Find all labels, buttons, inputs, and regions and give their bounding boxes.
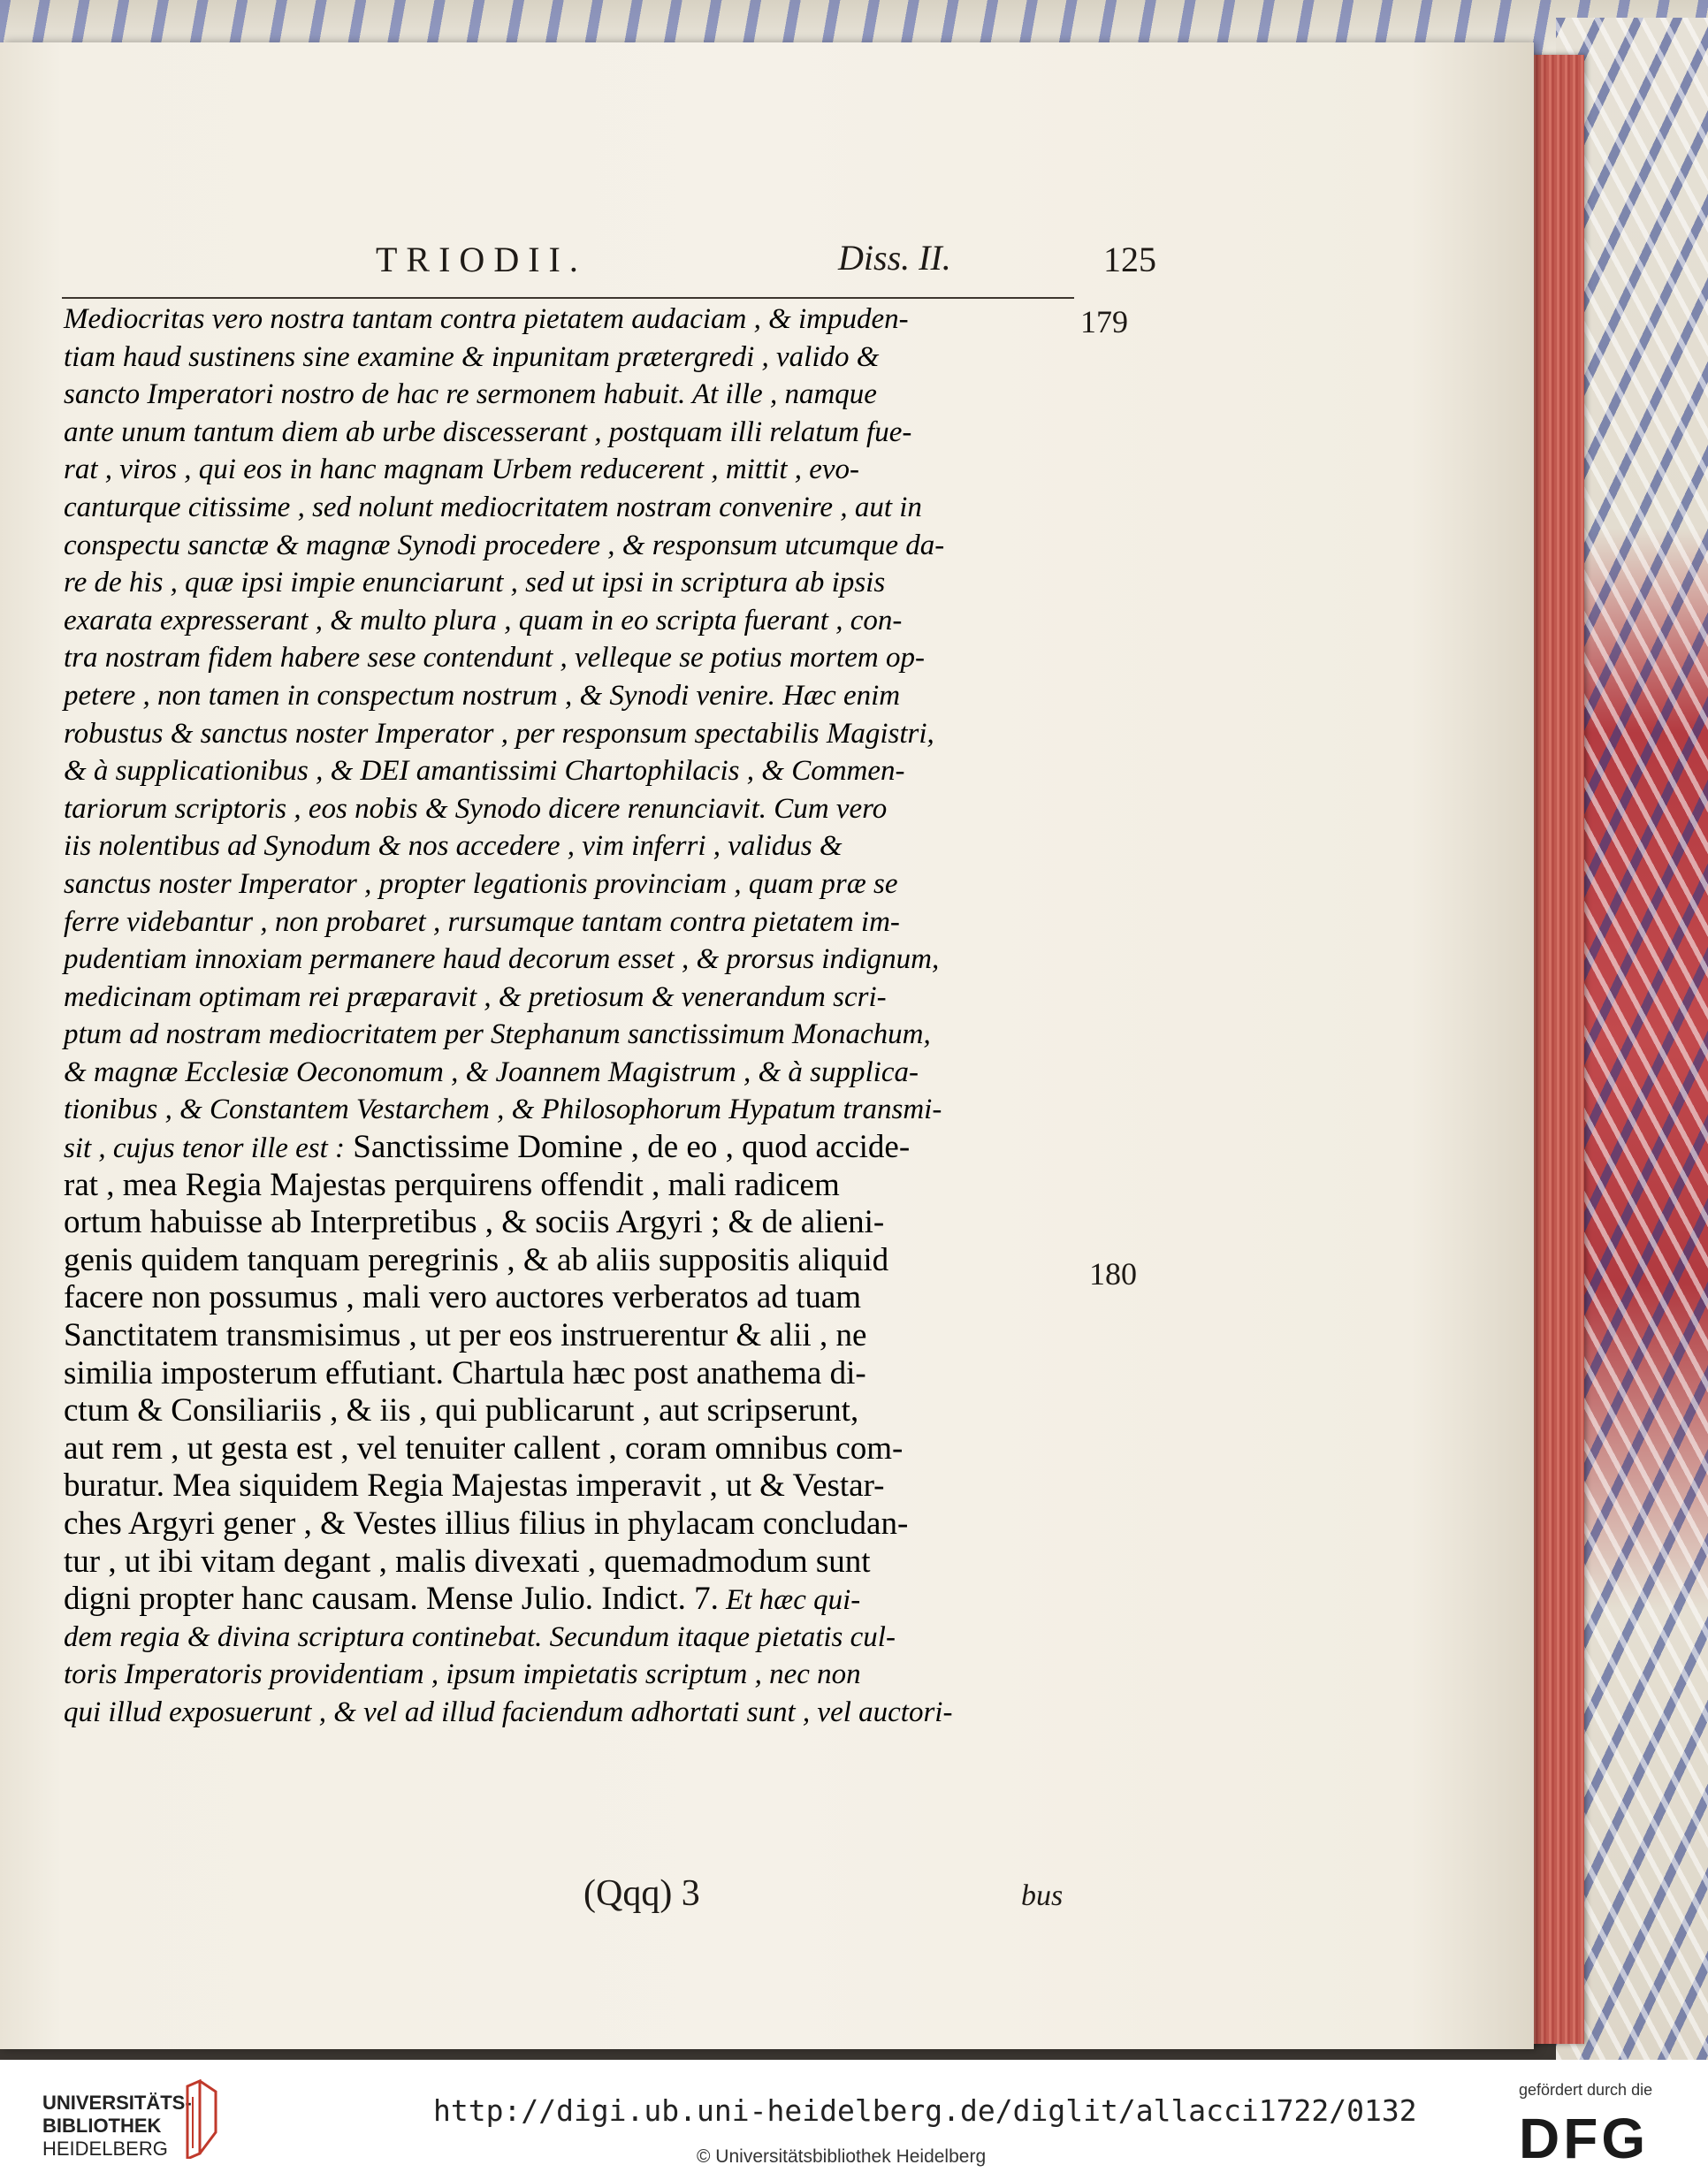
text-line: dem regia & divina scriptura continebat. Secundum itaque pietatis cul- xyxy=(64,1620,896,1653)
roman-segment: Sanctissime Domine , de eo , quod accide- xyxy=(345,1129,911,1166)
signature-mark: (Qqq) 3 xyxy=(583,1873,700,1914)
text-line: & à supplicationibus , & DEI amantissimi Chartophilacis , & Commen- xyxy=(64,755,905,788)
page-number: 125 xyxy=(1103,240,1156,279)
text-line: iis nolentibus ad Synodum & nos accedere , vim inferri , validus & xyxy=(64,830,843,863)
text-line: conspectu sanctæ & magnæ Synodi procedere , & responsum utcumque da- xyxy=(64,529,945,561)
text-line: tariorum scriptoris , eos nobis & Synodo dicere renunciavit. Cum vero xyxy=(64,792,888,825)
library-logo-icon xyxy=(184,2079,219,2159)
text-line: exarata expresserant , & multo plura , quam in eo scripta fuerant , con- xyxy=(64,604,903,636)
text-line: qui illud exposuerunt , & vel ad illud faciendum adhortati sunt , vel auctori- xyxy=(64,1696,953,1728)
text-line: petere , non tamen in conspectum nostrum , & Synodi venire. Hæc enim xyxy=(64,679,901,712)
header-rule xyxy=(62,297,1074,299)
text-line: tra nostram fidem habere sese contendunt , velleque se potius mortem op- xyxy=(64,642,925,675)
margin-number: 179 xyxy=(1080,304,1128,339)
text-line: Sanctitatem transmisimus , ut per eos instruerentur & alii , ne xyxy=(64,1317,867,1354)
library-name-line: BIBLIOTHEK xyxy=(42,2115,162,2137)
copyright-notice: © Universitätsbibliothek Heidelberg xyxy=(697,2146,987,2167)
text-line: canturque citissime , sed nolunt mediocritatem nostram convenire , aut in xyxy=(64,491,922,523)
text-line: genis quidem tanquam peregrinis , & ab aliis suppositis aliquid xyxy=(64,1241,889,1278)
text-line xyxy=(64,1581,1089,1619)
text-line: robustus & sanctus noster Imperator , per responsum spectabilis Magistri, xyxy=(64,717,934,750)
text-line: medicinam optimam rei præparavit , & pretiosum & venerandum scri- xyxy=(64,980,887,1013)
text-line: ante unum tantum diem ab urbe discesserant , postquam illi relatum fue- xyxy=(64,415,912,448)
text-line: re de his , quæ ipsi impie enunciarunt , sed ut ipsi in scriptura ab ipsis xyxy=(64,567,886,599)
library-name-line: HEIDELBERG xyxy=(42,2138,168,2160)
italic-segment: sit , cujus tenor ille est : xyxy=(64,1132,346,1165)
text-line: rat , mea Regia Majestas perquirens offendit , mali radicem xyxy=(64,1166,840,1203)
body-text xyxy=(64,301,1089,1732)
catchword: bus xyxy=(1021,1879,1064,1912)
text-line: ortum habuisse ab Interpretibus , & sociis Argyri ; & de alieni- xyxy=(64,1204,885,1241)
text-line: aut rem , ut gesta est , vel tenuiter callent , coram omnibus com- xyxy=(64,1429,904,1467)
margin-number: 180 xyxy=(1089,1256,1137,1292)
text-line: & magnæ Ecclesiæ Oeconomum , & Joannem Magistrum , & à supplica- xyxy=(64,1056,919,1088)
library-logo-text xyxy=(42,2092,192,2161)
text-line: buratur. Mea siquidem Regia Majestas imperavit , ut & Vestar- xyxy=(64,1467,885,1505)
text-line: tionibus , & Constantem Vestarchem , & Philosophorum Hypatum transmi- xyxy=(64,1094,942,1126)
book-page xyxy=(0,42,1534,2049)
text-line: tiam haud sustinens sine examine & inpunitam prætergredi , valido & xyxy=(64,340,880,373)
text-line xyxy=(64,1129,1089,1167)
text-line: sanctus noster Imperator , propter legationis provinciam , quam præ se xyxy=(64,867,898,900)
funded-by-label: gefördert durch die xyxy=(1519,2081,1653,2099)
text-line: pudentiam innoxiam permanere haud decorum esset , & prorsus indignum, xyxy=(64,943,940,976)
roman-segment: digni propter hanc causam. Mense Julio. Indict. 7. xyxy=(64,1581,719,1618)
text-line: rat , viros , qui eos in hanc magnam Urbem reducerent , mittit , evo- xyxy=(64,454,860,486)
text-line: facere non possumus , mali vero auctores verberatos ad tuam xyxy=(64,1279,862,1316)
footer-bar xyxy=(0,2060,1708,2180)
text-line: ches Argyri gener , & Vestes illius filius in phylacam concludan- xyxy=(64,1505,909,1542)
library-name-line: UNIVERSITÄTS- xyxy=(42,2092,192,2114)
text-line: tur , ut ibi vitam degant , malis divexati , quemadmodum sunt xyxy=(64,1543,871,1580)
dfg-logo: DFG xyxy=(1519,2107,1650,2170)
text-line: similia imposterum effutiant. Chartula hæc post anathema di- xyxy=(64,1354,866,1391)
running-head: TRIODII. xyxy=(376,240,587,279)
permalink-url[interactable]: http://digi.ub.uni-heidelberg.de/diglit/allacci1722/0132 xyxy=(433,2093,1417,2128)
dissertation-label: Diss. II. xyxy=(838,238,951,278)
text-line: sancto Imperatori nostro de hac re sermonem habuit. At ille , namque xyxy=(64,378,877,411)
text-line: ctum & Consiliariis , & iis , qui publicarunt , aut scripserunt, xyxy=(64,1392,859,1429)
text-line: ptum ad nostram mediocritatem per Stephanum sanctissimum Monachum, xyxy=(64,1018,931,1051)
italic-segment: Et hæc qui- xyxy=(718,1584,861,1617)
text-line: Mediocritas vero nostra tantam contra pietatem audaciam , & impuden- xyxy=(64,303,909,335)
text-line: toris Imperatoris providentiam , ipsum impietatis scriptum , nec non xyxy=(64,1658,861,1691)
text-line: ferre videbantur , non probaret , rursumque tantam contra pietatem im- xyxy=(64,905,900,938)
